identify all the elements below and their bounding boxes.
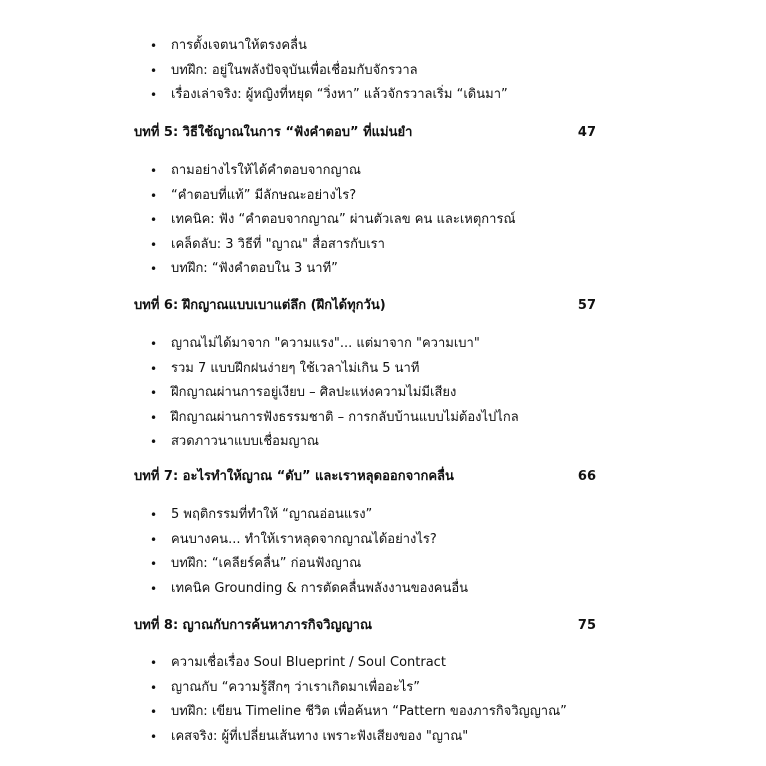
chapter-title: บทที่ 5: วิธีใช้ญาณในการ “ฟังคำตอบ” ที่แม่นยำ: [134, 125, 413, 140]
list-item: • เคสจริง: ผู้ที่เปลี่ยนเส้นทาง เพราะฟังเสียงของ "ญาณ": [148, 725, 668, 750]
chapter-7-heading: [134, 465, 596, 489]
list-item: • ญาณไม่ได้มาจาก "ความแรง"... แต่มาจาก "ความเบา": [148, 332, 668, 357]
list-item: • การตั้งเจตนาให้ตรงคลื่น: [148, 34, 668, 59]
list-item: • ฝึกญาณผ่านการฟังธรรมชาติ – การกลับบ้านแบบไม่ต้องไปไกล: [148, 406, 668, 431]
list-item: • “คำตอบที่แท้” มีลักษณะอย่างไร?: [148, 184, 668, 209]
chapter-5-heading: [134, 121, 596, 145]
chapter-page-number: 57: [577, 298, 596, 313]
chapter-title: บทที่ 8: ญาณกับการค้นหาภารกิจวิญญาณ: [134, 618, 373, 633]
list-item: • เคล็ดลับ: 3 วิธีที่ "ญาณ" สื่อสารกับเรา: [148, 233, 668, 258]
list-item: • คนบางคน... ทำให้เราหลุดจากญาณได้อย่างไร?: [148, 528, 668, 553]
list-item: • ฝึกญาณผ่านการอยู่เงียบ – ศิลปะแห่งความไม่มีเสียง: [148, 381, 668, 406]
chapter-8-bullet-list: [148, 651, 668, 749]
list-item: • รวม 7 แบบฝึกฝนง่ายๆ ใช้เวลาไม่เกิน 5 นาที: [148, 357, 668, 382]
chapter-7-bullet-list: [148, 503, 668, 601]
chapter-8-heading: [134, 614, 596, 638]
chapter-6-bullet-list: [148, 332, 668, 455]
chapter-page-number: 47: [577, 125, 596, 140]
list-item: • เรื่องเล่าจริง: ผู้หญิงที่หยุด “วิ่งหา” แล้วจักรวาลเริ่ม “เดินมา”: [148, 83, 668, 108]
list-item: • บทฝึก: “เคลียร์คลื่น” ก่อนฟังญาณ: [148, 552, 668, 577]
list-item: • บทฝึก: “ฟังคำตอบใน 3 นาที”: [148, 257, 668, 282]
chapter-page-number: 75: [577, 618, 596, 633]
chapter-page-number: 66: [577, 469, 596, 484]
list-item: • บทฝึก: อยู่ในพลังปัจจุบันเพื่อเชื่อมกับจักรวาล: [148, 59, 668, 84]
chapter-title: บทที่ 7: อะไรทำให้ญาณ “ดับ” และเราหลุดออกจากคลื่น: [134, 469, 454, 484]
list-item: • เทคนิค Grounding & การตัดคลื่นพลังงานของคนอื่น: [148, 577, 668, 602]
list-item: • เทคนิค: ฟัง “คำตอบจากญาณ” ผ่านตัวเลข คน และเหตุการณ์: [148, 208, 668, 233]
list-item: • ญาณกับ “ความรู้สึกๆ ว่าเราเกิดมาเพื่ออะไร”: [148, 676, 668, 701]
list-item: • ความเชื่อเรื่อง Soul Blueprint / Soul Contract: [148, 651, 668, 676]
list-item: • สวดภาวนาแบบเชื่อมญาณ: [148, 430, 668, 455]
list-item: • บทฝึก: เขียน Timeline ชีวิต เพื่อค้นหา “Pattern ของภารกิจวิญญาณ”: [148, 700, 668, 725]
chapter-5-bullet-list: [148, 159, 668, 282]
intro-bullet-list: [148, 34, 668, 108]
chapter-6-heading: [134, 294, 596, 318]
list-item: • 5 พฤติกรรมที่ทำให้ “ญาณอ่อนแรง”: [148, 503, 668, 528]
list-item: • ถามอย่างไรให้ได้คำตอบจากญาณ: [148, 159, 668, 184]
chapter-title: บทที่ 6: ฝึกญาณแบบเบาแต่ลึก (ฝึกได้ทุกวัน): [134, 298, 386, 313]
